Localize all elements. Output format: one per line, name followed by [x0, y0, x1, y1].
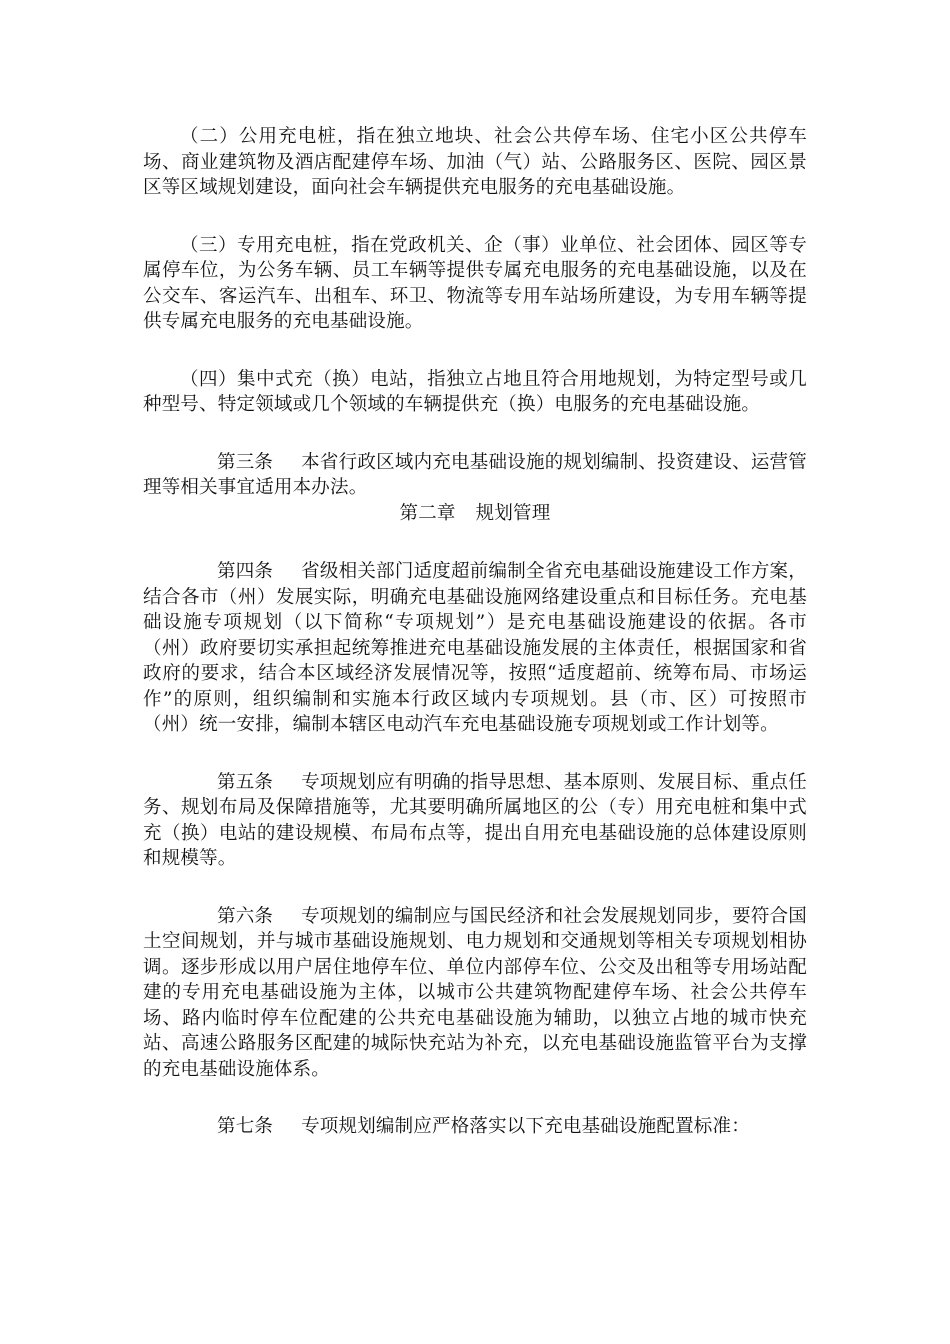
article-4-label: 第四条 — [217, 561, 274, 582]
article-4-text: 省级相关部门适度超前编制全省充电基础设施建设工作方案，结合各市（州）发展实际，明确充电基础设施网络建设重点和目标任务。充电基础设施专项规划（以下简称“专项规划”）是充电基础设施建设的依据。各市（州）政府要切实承担起统筹推进充电基础设施发展的主体责任，根据国家和省政府的要求，结合本区域经济发展情况等，按照“适度超前、统筹布局、市场运作”的原则，组织编制和实施本行政区域内专项规划。县（市、区）可按照市（州）统一安排，编制本辖区电动汽车充电基础设施专项规划或工作计划等。 — [143, 561, 807, 735]
article-6-text: 专项规划的编制应与国民经济和社会发展规划同步，要符合国土空间规划，并与城市基础设施规划、电力规划和交通规划等相关专项规划相协调。逐步形成以用户居住地停车位、单位内部停车位、公交及出租等专用场站配建的专用充电基础设施为主体，以城市公共建筑物配建停车场、社会公共停车场、路内临时停车位配建的公共充电基础设施为辅助，以独立占地的城市快充站、高速公路服务区配建的城际快充站为补充，以充电基础设施监管平台为支撑的充电基础设施体系。 — [143, 905, 807, 1080]
article-4 — [143, 559, 807, 738]
article-3-label: 第三条 — [217, 451, 274, 473]
article-7-text: 专项规划编制应严格落实以下充电基础设施配置标准： — [301, 1116, 750, 1137]
paragraph-public-charging-pile: （二）公用充电桩，指在独立地块、社会公共停车场、住宅小区公共停车场、商业建筑物及酒店配建停车场、加油（气）站、公路服务区、医院、园区景区等区域规划建设，面向社会车辆提供充电服务的充电基础设施。 — [143, 126, 807, 198]
document-page — [143, 124, 807, 1140]
article-3 — [143, 450, 807, 501]
article-5-text: 专项规划应有明确的指导思想、基本原则、发展目标、重点任务、规划布局及保障措施等，尤其要明确所属地区的公（专）用充电桩和集中式充（换）电站的建设规模、布局布点等，提出自用充电基础设施的总体建设原则和规模等。 — [143, 771, 807, 869]
paragraph-dedicated-charging-pile: （三）专用充电桩，指在党政机关、企（事）业单位、社会团体、园区等专属停车位，为公务车辆、员工车辆等提供专属充电服务的充电基础设施，以及在公交车、客运汽车、出租车、环卫、物流等专用车站场所建设，为专用车辆等提供专属充电服务的充电基础设施。 — [143, 234, 807, 332]
article-7-label: 第七条 — [217, 1116, 274, 1137]
paragraph-centralized-station: （四）集中式充（换）电站，指独立占地且符合用地规划，为特定型号或几种型号、特定领域或几个领域的车辆提供充（换）电服务的充电基础设施。 — [143, 368, 807, 415]
article-5-label: 第五条 — [217, 771, 274, 793]
article-3-text: 本省行政区域内充电基础设施的规划编制、投资建设、运营管理等相关事宜适用本办法。 — [143, 451, 807, 498]
chapter-title: 规划管理 — [475, 502, 551, 524]
chapter-heading — [143, 501, 807, 527]
article-6-label: 第六条 — [217, 905, 274, 927]
article-6 — [143, 904, 807, 1083]
chapter-number: 第二章 — [399, 502, 456, 524]
article-5 — [143, 770, 807, 872]
article-7 — [143, 1114, 807, 1140]
